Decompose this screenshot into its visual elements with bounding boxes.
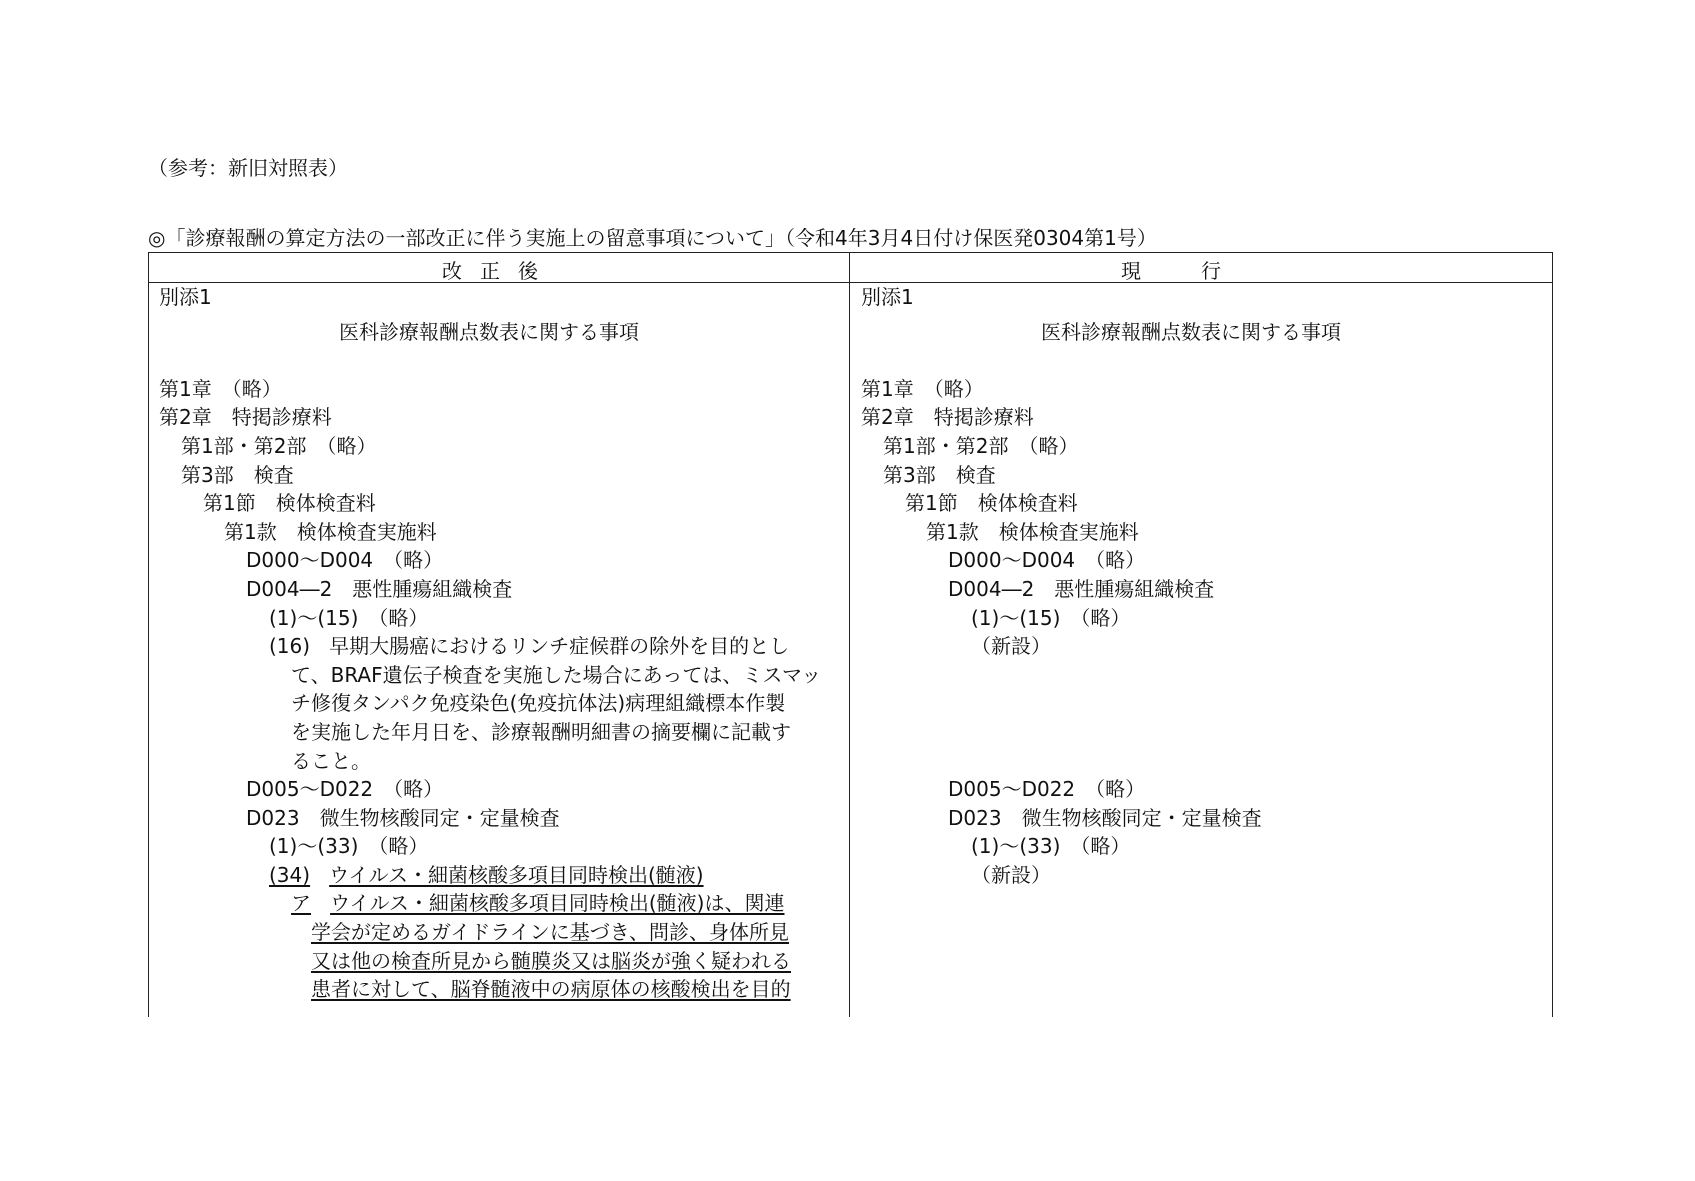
entry-d004-1-15: (1)～(15) （略） bbox=[269, 605, 429, 630]
chapter-2: 第2章 特掲診療料 bbox=[159, 405, 332, 430]
attachment-label: 別添1 bbox=[159, 285, 212, 309]
section-1: 第1節 検体検査料 bbox=[905, 491, 1078, 516]
document-caption: ◎「診療報酬の算定方法の一部改正に伴う実施上の留意事項について」（令和4年3月4日付け保医発0304第1号） bbox=[148, 226, 1157, 250]
section-title: 医科診療報酬点数表に関する事項 bbox=[1041, 319, 1341, 344]
entry-d004-1-15: (1)～(15) （略） bbox=[971, 605, 1131, 630]
part-1-2: 第1部・第2部 （略） bbox=[181, 433, 377, 458]
table-header bbox=[149, 253, 1552, 283]
entry-d023-34-a bbox=[159, 889, 849, 918]
item-1: 第1款 検体検査実施料 bbox=[224, 519, 437, 544]
item-letter: ア bbox=[291, 891, 311, 916]
chapter-1: 第1章 （略） bbox=[861, 376, 984, 401]
header-revised: 改正後 bbox=[442, 259, 556, 283]
section-title: 医科診療報酬点数表に関する事項 bbox=[339, 319, 639, 344]
current-column bbox=[861, 283, 1551, 889]
new-entry-marker: （新設） bbox=[971, 862, 1051, 887]
item-number: (34) bbox=[269, 862, 311, 887]
reference-note: （参考：新旧対照表） bbox=[148, 156, 348, 180]
entry-d023-1-33: (1)～(33) （略） bbox=[269, 834, 429, 859]
text-line: チ修復タンパク免疫染色(免疫抗体法)病理組織標本作製 bbox=[291, 691, 786, 716]
section-1: 第1節 検体検査料 bbox=[203, 491, 376, 516]
item-1: 第1款 検体検査実施料 bbox=[926, 519, 1139, 544]
part-1-2: 第1部・第2部 （略） bbox=[883, 433, 1079, 458]
comparison-table bbox=[148, 252, 1553, 1017]
attachment-label: 別添1 bbox=[861, 285, 914, 309]
chapter-1: 第1章 （略） bbox=[159, 376, 282, 401]
entry-d004: D004―2 悪性腫瘍組織検査 bbox=[948, 576, 1215, 601]
entry-d023: D023 微生物核酸同定・定量検査 bbox=[948, 805, 1262, 830]
entry-d004: D004―2 悪性腫瘍組織検査 bbox=[246, 576, 513, 601]
column-divider bbox=[849, 253, 850, 1017]
entry-d023-1-33: (1)～(33) （略） bbox=[971, 834, 1131, 859]
text-line: ること。 bbox=[291, 748, 371, 773]
revised-column bbox=[159, 283, 849, 1004]
text-line: ウイルス・細菌核酸多項目同時検出(髄液) bbox=[329, 862, 704, 887]
text-line: 患者に対して、脳脊髄液中の病原体の核酸検出を目的 bbox=[311, 977, 791, 1002]
new-entry-marker: （新設） bbox=[971, 634, 1051, 659]
entry-d000: D000～D004 （略） bbox=[948, 548, 1146, 573]
item-number: (16) bbox=[269, 634, 311, 659]
chapter-2: 第2章 特掲診療料 bbox=[861, 405, 1034, 430]
part-3: 第3部 検査 bbox=[883, 462, 996, 487]
entry-d023-34 bbox=[159, 861, 849, 890]
entry-d000: D000～D004 （略） bbox=[246, 548, 444, 573]
entry-d005: D005～D022 （略） bbox=[948, 777, 1146, 802]
text-line: 早期大腸癌におけるリンチ症候群の除外を目的とし bbox=[329, 634, 790, 659]
entry-d005: D005～D022 （略） bbox=[246, 777, 444, 802]
entry-d023: D023 微生物核酸同定・定量検査 bbox=[246, 805, 560, 830]
text-line: 又は他の検査所見から髄膜炎又は脳炎が強く疑われる bbox=[311, 948, 791, 973]
text-line: を実施した年月日を、診療報酬明細書の摘要欄に記載す bbox=[291, 719, 791, 744]
text-line: ウイルス・細菌核酸多項目同時検出(髄液)は、関連 bbox=[330, 891, 785, 916]
text-line: て、BRAF遺伝子検査を実施した場合にあっては、ミスマッ bbox=[291, 662, 822, 687]
entry-d004-16 bbox=[159, 632, 849, 661]
part-3: 第3部 検査 bbox=[181, 462, 294, 487]
header-current: 現行 bbox=[1121, 259, 1281, 283]
text-line: 学会が定めるガイドラインに基づき、問診、身体所見 bbox=[311, 920, 789, 945]
